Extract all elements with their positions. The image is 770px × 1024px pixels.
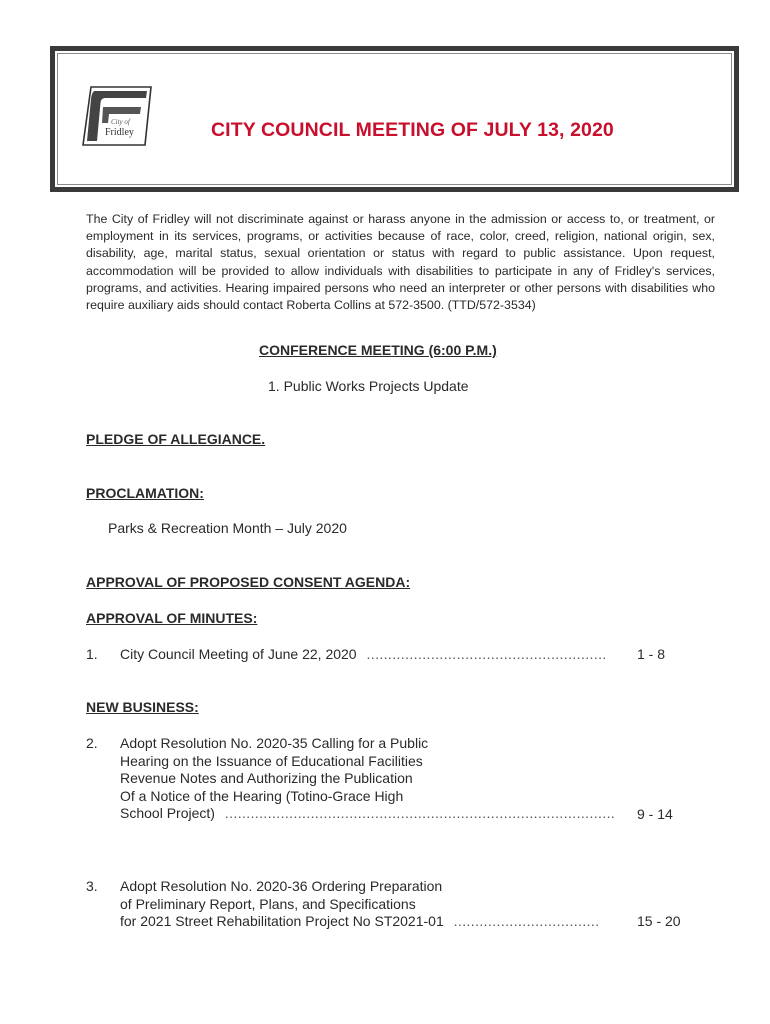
proclamation-heading: PROCLAMATION: [86, 485, 204, 501]
nondiscrimination-notice: The City of Fridley will not discriminate against or harass anyone in the admission or access to, or treatment, or employment in its services, programs, or activities because of race, color, creed, religion, national origin, sex, disability, age, marital status, sexual orientation or status with regard to public assistance. Upon request, accommodation will be provided to allow individuals with disabilities to participate in any of Fridley's services, programs, and activities. Hearing impaired persons who need an interpreter or other persons with disabilities who require auxiliary aids should contact Roberta Collins at 572-3500. (TTD/572-3534) [86, 212, 715, 313]
item-line: City Council Meeting of June 22, 2020 [120, 646, 357, 662]
header-box [50, 46, 739, 192]
item-line: for 2021 Street Rehabilitation Project No ST2021-01 [120, 913, 444, 930]
item-line: Hearing on the Issuance of Educational Facilities [120, 752, 423, 769]
pledge-heading: PLEDGE OF ALLEGIANCE. [86, 431, 266, 447]
item-line: School Project) [120, 805, 215, 822]
logo-fridley: Fridley [105, 127, 134, 138]
logo-city-of: City of [111, 118, 130, 126]
item-title [120, 735, 615, 823]
minutes-heading: APPROVAL OF MINUTES: [86, 610, 258, 626]
conference-heading: CONFERENCE MEETING (6:00 P.M.) [259, 342, 497, 358]
conference-item: 1. Public Works Projects Update [268, 378, 469, 394]
item-number: 1. [86, 646, 98, 662]
item-number: 3. [86, 878, 98, 894]
leader-dots: ........................................................ [366, 646, 607, 662]
page-range: 9 - 14 [637, 806, 673, 822]
leader-dots: .................................. [453, 913, 600, 930]
item-line: of Preliminary Report, Plans, and Specifications [120, 895, 416, 912]
item-number: 2. [86, 735, 98, 751]
leader-dots: ........................................................................................... [224, 805, 616, 822]
page-range: 1 - 8 [637, 646, 666, 662]
item-line: Adopt Resolution No. 2020-36 Ordering Preparation [120, 878, 443, 894]
page-range: 15 - 20 [637, 913, 681, 929]
consent-agenda-heading: APPROVAL OF PROPOSED CONSENT AGENDA: [86, 574, 411, 590]
fridley-logo-icon [81, 84, 153, 148]
item-title [120, 646, 607, 664]
new-business-heading: NEW BUSINESS: [86, 699, 199, 715]
item-line: Revenue Notes and Authorizing the Publication [120, 770, 413, 787]
page-title: CITY COUNCIL MEETING OF JULY 13, 2020 [211, 119, 614, 141]
item-title [120, 878, 600, 931]
proclamation-item: Parks & Recreation Month – July 2020 [108, 520, 347, 536]
item-line: Of a Notice of the Hearing (Totino-Grace High [120, 787, 404, 804]
item-line: Adopt Resolution No. 2020-35 Calling for a Public [120, 735, 429, 751]
